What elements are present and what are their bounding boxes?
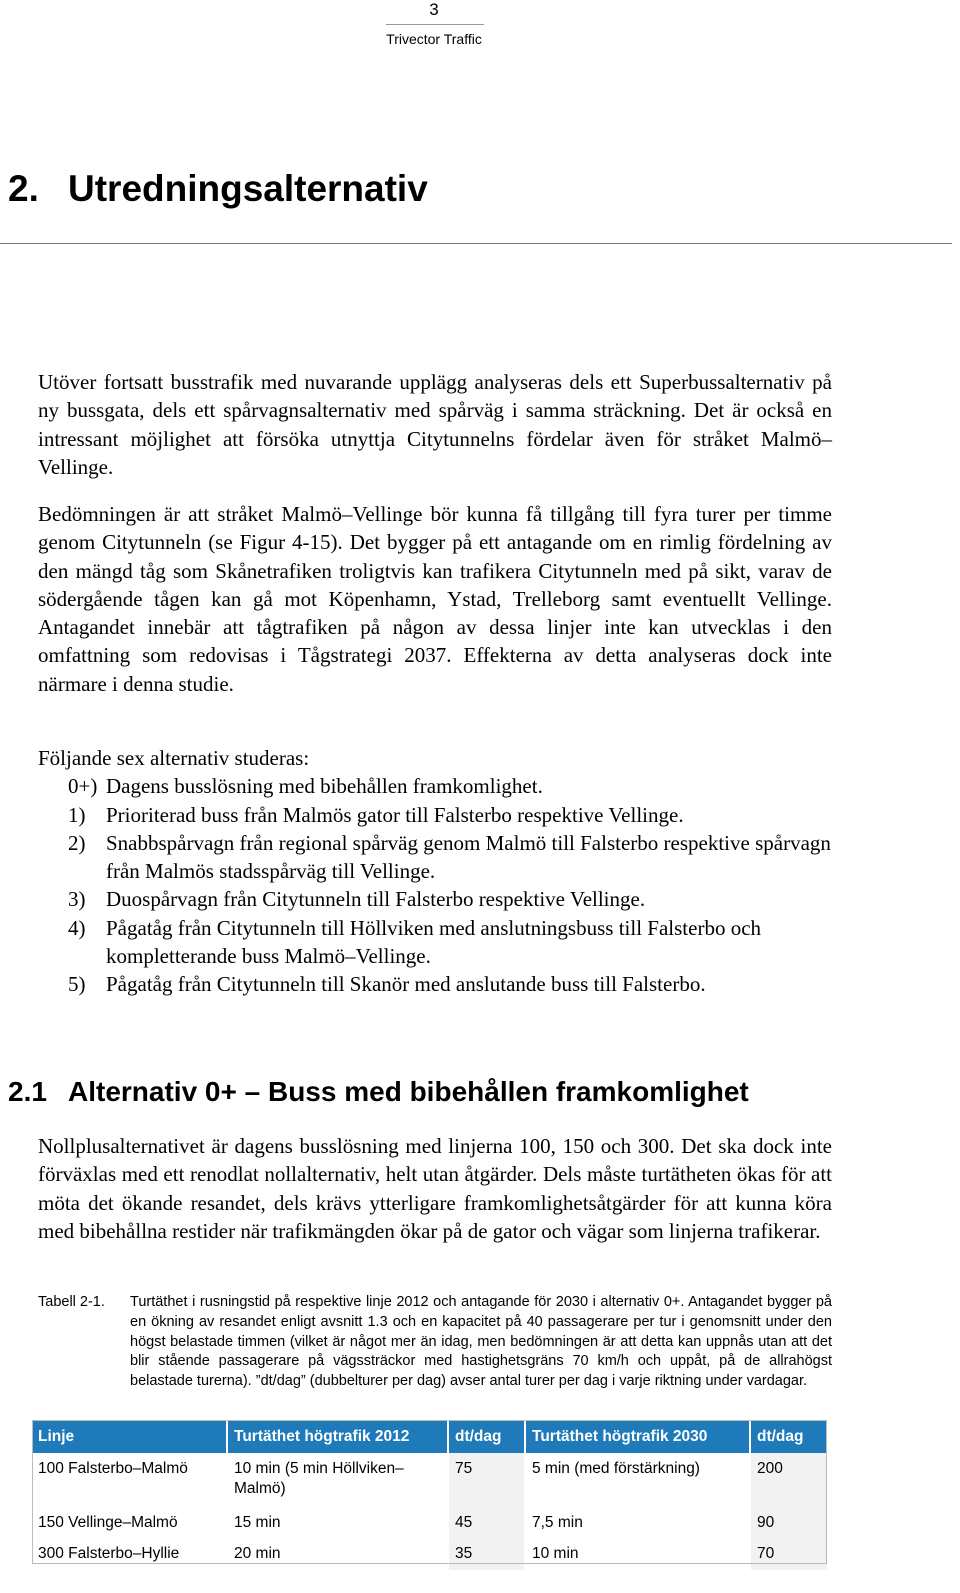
table-cell: 75	[448, 1453, 525, 1508]
list-item-text: Duospårvagn från Citytunneln till Falsterbo respektive Vellinge.	[106, 887, 646, 912]
table-cell: 200	[750, 1453, 827, 1508]
table-cell: 20 min	[227, 1539, 448, 1570]
header-turtathet-2012: Turtäthet högtrafik 2012	[227, 1420, 448, 1453]
header-linje: Linje	[32, 1420, 227, 1453]
table-caption-label: Tabell 2-1.	[38, 1294, 105, 1310]
subsection-paragraph: Nollplusalternativet är dagens busslösning med linjerna 100, 150 och 300. Det ska dock inte förväxlas med ett renodlat nollalternativ, helt utan åtgärder. Dels måste turtätheten ökas för att möta det ökande resandet, dels krävs ytterligare framkomlighetsåtgärder för att kunna köra med bibehållna restider när trafikmängden ökar på de gator och vägar som linjerna trafikerar.	[38, 1134, 832, 1243]
header-dt-dag-2012: dt/dag	[448, 1420, 525, 1453]
table-caption	[38, 1293, 832, 1392]
table-caption-text: Turtäthet i rusningstid på respektive linje 2012 och antagande för 2030 i alternativ 0+. Antagandet bygger på en ökning av resandet enligt avsnitt 1.3 och en kapacitet på 40 passagerare per tur i genomsnitt under den högst belastade timmen (vilket är något mer än idag, men bedömningen är att detta kan uppnås utan att det blir stående passagerare på vägssträckor med hastighetsgräns 70 km/h och uppåt, på de allrahögst belastade turerna). ”dt/dag” (dubbelturer per dag) avser antal turer per dag i varje riktning under vardagar.	[130, 1294, 832, 1390]
list-item	[38, 772, 832, 800]
table-cell: 70	[750, 1539, 827, 1570]
table-row	[32, 1539, 827, 1570]
heading-rule	[0, 243, 952, 244]
list-marker: 2)	[68, 830, 86, 855]
table-cell: 90	[750, 1508, 827, 1539]
list-item	[38, 829, 832, 886]
alternatives-list	[38, 744, 832, 999]
table-cell: 10 min	[525, 1539, 750, 1570]
table-cell: 7,5 min	[525, 1508, 750, 1539]
table-cell: 300 Falsterbo–Hyllie	[32, 1539, 227, 1570]
list-item	[38, 970, 832, 998]
section-heading	[8, 168, 428, 210]
table-cell: 35	[448, 1539, 525, 1570]
header-divider	[386, 24, 484, 25]
list-item	[38, 801, 832, 829]
table-cell: 10 min (5 min Höllviken–Malmö)	[227, 1453, 448, 1508]
list-item	[38, 914, 832, 971]
section-number: 2.	[8, 168, 39, 209]
list-item-text: Snabbspårvagn från regional spårväg genom Malmö till Falsterbo respektive spårvagn från Malmös stadsspårväg till Vellinge.	[106, 830, 831, 884]
list-marker: 1)	[68, 802, 86, 827]
header-turtathet-2030: Turtäthet högtrafik 2030	[525, 1420, 750, 1453]
header-dt-dag-2030: dt/dag	[750, 1420, 827, 1453]
list-item-text: Dagens busslösning med bibehållen framkomlighet.	[106, 774, 543, 799]
table-cell: 5 min (med förstärkning)	[525, 1453, 750, 1508]
assessment-paragraph: Bedömningen är att stråket Malmö–Vellinge bör kunna få tillgång till fyra turer per timme genom Citytunneln (se Figur 4-15). Det bygger på ett antagande om en rimlig fördelning av den mängd tåg som Skånetrafiken troligtvis kan trafikera Citytunneln med på sikt, varav de södergående tågen kan gå mot Köpenhamn, Ystad, Trelleborg samt eventuellt Vellinge. Antagandet innebär att tågtrafiken på någon av dessa linjer inte kan utvecklas i den omfattning som redovisas i Tågstrategi 2037. Effekterna av detta analyseras dock inte närmare i denna studie.	[38, 502, 832, 696]
table-cell: 150 Vellinge–Malmö	[32, 1508, 227, 1539]
table-cell: 15 min	[227, 1508, 448, 1539]
list-marker: 4)	[68, 915, 86, 940]
subsection-title: Alternativ 0+ – Buss med bibehållen framkomlighet	[68, 1076, 749, 1107]
frequency-table	[32, 1420, 827, 1570]
list-item-text: Prioriterad buss från Malmös gator till Falsterbo respektive Vellinge.	[106, 802, 684, 827]
table-row	[32, 1508, 827, 1539]
list-item-text: Pågatåg från Citytunneln till Höllviken med anslutningsbuss till Falsterbo och kompletterande buss Malmö–Vellinge.	[106, 915, 762, 969]
list-item-text: Pågatåg från Citytunneln till Skanör med anslutande buss till Falsterbo.	[106, 972, 706, 997]
table-cell: 45	[448, 1508, 525, 1539]
list-marker: 5)	[68, 972, 86, 997]
section-title: Utredningsalternativ	[68, 168, 428, 209]
list-marker: 3)	[68, 887, 86, 912]
table-header-row	[32, 1420, 827, 1453]
list-item	[38, 885, 832, 913]
subsection-heading	[8, 1076, 749, 1108]
list-intro: Följande sex alternativ studeras:	[38, 746, 310, 770]
table-cell: 100 Falsterbo–Malmö	[32, 1453, 227, 1508]
list-marker: 0+)	[68, 774, 98, 799]
subsection-number: 2.1	[8, 1076, 47, 1107]
table-row	[32, 1453, 827, 1508]
page-number: 3	[429, 0, 439, 19]
intro-paragraph: Utöver fortsatt busstrafik med nuvarande upplägg analyseras dels ett Superbussalternativ på ny bussgata, dels ett spårvagnsalternativ med spårväg i samma sträckning. Det är också en intressant möjlighet att försöka utnyttja Citytunnelns fördelar även för stråket Malmö–Vellinge.	[38, 370, 832, 479]
organization-name: Trivector Traffic	[386, 31, 482, 47]
